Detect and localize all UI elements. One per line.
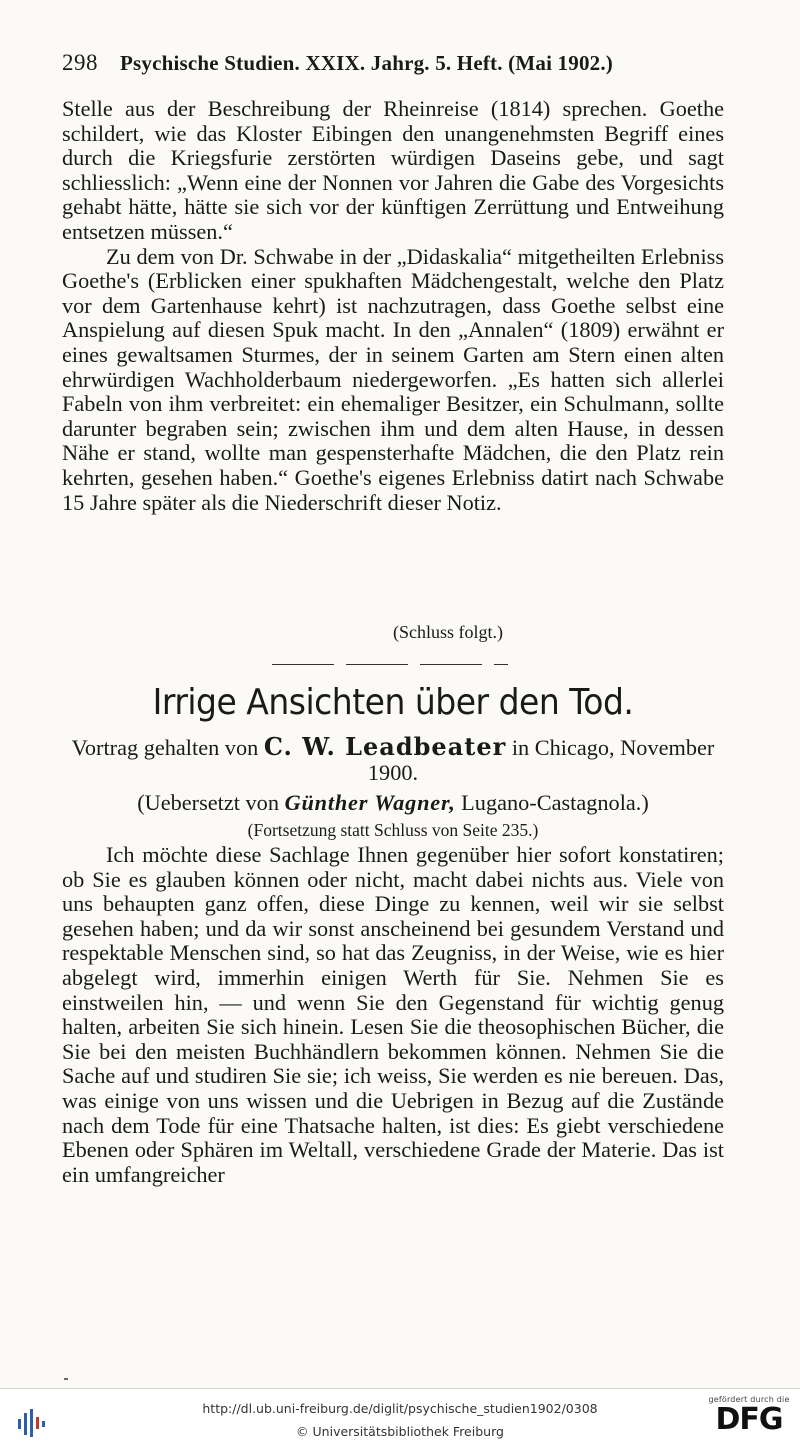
article-paragraph: Ich möchte diese Sachlage Ihnen gegenüber hier sofort konstatiren; ob Sie es glauben können oder nicht, macht dabei nichts aus. Viele von uns behaupten ganz offen, diese Dinge zu kennen, weil wir sie selbst gesehen haben; und da wir sonst anscheinend bei gesundem Verstand und respektable Menschen sind, so hat das Zeugniss, in der Weise, wie es hier abgelegt wird, immerhin einigen Werth für Sie. Nehmen Sie es einstweilen hin, — und wenn Sie den Gegenstand für wichtig genug halten, arbeiten Sie sich hinein. Lesen Sie die theosophischen Bücher, die Sie bei den meisten Buchhändlern bekommen können. Nehmen Sie die Sache auf und studiren Sie sie; ich weiss, Sie werden es nie bereuen. Das, was einige von uns wissen und die Uebrigen in Bezug auf die Zustände nach dem Tode für eine Thatsache halten, ist dies: Es giebt verschiedene Ebenen oder Sphären im Weltall, verschiedene Grade der Materie. Das ist ein umfangreicher: [62, 842, 724, 1187]
article-title: Irrige Ansichten über den Tod.: [152, 680, 634, 723]
dfg-funding-badge[interactable]: [706, 1395, 792, 1436]
section-divider: [272, 664, 508, 665]
running-header: [62, 50, 722, 84]
copyright-notice: © Universitätsbibliothek Freiburg: [296, 1424, 504, 1439]
byline-prefix: Vortrag gehalten von: [71, 735, 259, 760]
top-text-block: [62, 97, 724, 515]
page-url-link[interactable]: http://dl.ub.uni-freiburg.de/diglit/psychische_studien1902/0308: [202, 1401, 598, 1416]
paragraph-rheinreise: Stelle aus der Beschreibung der Rheinreise (1814) sprechen. Goethe schildert, wie das Kloster Eibingen den unangenehmsten Begriff eines durch die Kriegsfurie zerstörten würdigen Daseins gebe, und sagt schliesslich: „Wenn eine der Nonnen vor Jahren die Gabe des Vorgesichts gehabt hätte, hätte sie sich vor der künftigen Zerrüttung und Entweihung entsetzen müssen.“: [62, 96, 724, 244]
continuation-note: (Fortsetzung statt Schluss von Seite 235.): [247, 820, 539, 840]
page-number: 298: [62, 50, 98, 75]
scan-speck: [64, 1378, 68, 1380]
translation-prefix: (Uebersetzt von: [137, 790, 279, 815]
funding-note: gefördert durch die: [708, 1395, 790, 1404]
translation-credit: [62, 790, 724, 815]
running-title: Psychische Studien. XXIX. Jahrg. 5. Heft. (Mai 1902.): [120, 51, 613, 75]
to-be-concluded-note: (Schluss folgt.): [393, 622, 503, 642]
author-name: C. W. Leadbeater: [263, 732, 507, 761]
article-text-block: [62, 843, 724, 1187]
dfg-logo-icon: DFG: [715, 1402, 783, 1437]
viewer-footer: [0, 1388, 800, 1451]
byline-suffix: in Chicago, November 1900.: [367, 735, 715, 785]
translation-suffix: Lugano-Castagnola.): [461, 790, 649, 815]
translator-name: Günther Wagner,: [284, 790, 456, 815]
article-byline: [62, 734, 724, 785]
paragraph-goethe-spuk: Zu dem von Dr. Schwabe in der „Didaskalia“ mitgetheilten Erlebniss Goethe's (Erblicken einer spukhaften Mädchengestalt, welche den Platz vor dem Gartenhause kehrt) ist nachzutragen, dass Goethe selbst eine Anspielung auf diesen Spuk macht. In den „Annalen“ (1809) erwähnt er eines gewaltsamen Sturmes, der in seinem Garten am Stern einen alten ehrwürdigen Wachholderbaum niedergeworfen. „Es hatten sich allerlei Fabeln von ihm verbreitet: ein ehemaliger Besitzer, ein Schulmann, sollte darunter begraben sein; zwischen ihm und dem alten Hause, in dessen Nähe er stand, wollte man gespensterhafte Mädchen, die den Platz rein kehrten, gesehen haben.“ Goethe's eigenes Erlebniss datirt nach Schwabe 15 Jahre später als die Niederschrift dieser Notiz.: [62, 243, 724, 515]
